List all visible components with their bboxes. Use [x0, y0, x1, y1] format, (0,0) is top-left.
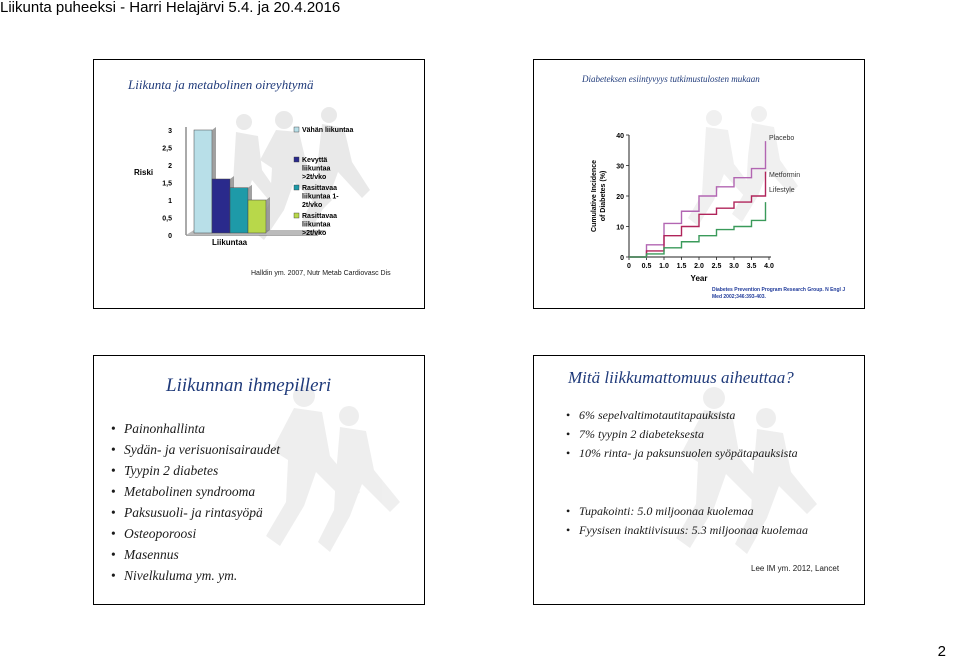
y-tick-label: 2 — [168, 163, 172, 170]
legend-label: Kevyttä liikuntaa >2t/vko — [302, 157, 331, 181]
page-number: 2 — [937, 643, 946, 660]
slide-title: Liikunnan ihmepilleri — [166, 375, 332, 396]
list-item: • Nivelkuluma ym. ym. — [111, 565, 280, 586]
line-chart — [534, 60, 864, 308]
y-tick-label: 3 — [168, 128, 172, 135]
series-label: Metformin — [769, 172, 801, 179]
legend-label: Vähän liikuntaa — [302, 127, 354, 134]
bar — [212, 179, 230, 233]
list-item: • Tyypin 2 diabetes — [111, 460, 280, 481]
slide-diabetes-incidence — [533, 59, 865, 309]
legend-label: Rasittavaa liikuntaa >2t/vko — [302, 213, 338, 237]
legend-swatch — [294, 213, 299, 218]
y-tick-label: 1,5 — [162, 180, 172, 188]
x-tick-label: 3.0 — [729, 263, 739, 270]
x-tick-label: 3.5 — [746, 263, 757, 270]
list-item: • Painonhallinta — [111, 418, 280, 439]
x-tick-label: 2.0 — [694, 263, 704, 270]
legend-label: Rasittavaa liikuntaa 1-2t/vko — [302, 185, 339, 209]
y-tick-label: 0 — [620, 255, 624, 262]
list-item: • Paksusuoli- ja rintasyöpä — [111, 502, 280, 523]
x-tick-label: 1.5 — [676, 263, 687, 270]
list-item: • Osteoporoosi — [111, 523, 280, 544]
y-axis-label: Cumulative Incidence of Diabetes (%) — [591, 160, 607, 232]
legend-swatch — [294, 127, 299, 132]
list-item: • Metabolinen syndrooma — [111, 481, 280, 502]
series-label: Placebo — [769, 135, 795, 142]
bar — [230, 188, 248, 233]
list-item: • Fyysisen inaktiivisuus: 5.3 miljoonaa kuolemaa — [566, 523, 836, 538]
y-tick-label: 0,5 — [162, 215, 172, 223]
x-tick-label: 0 — [627, 263, 631, 270]
mortality-list — [566, 504, 836, 542]
list-item: • 10% rinta- ja paksunsuolen syöpätapauksista — [566, 446, 836, 461]
y-tick-label: 20 — [616, 194, 624, 201]
y-tick-label: 30 — [616, 163, 624, 171]
slide-title: Diabeteksen esiintyvyys tutkimustulosten mukaan — [582, 74, 760, 84]
bar-side — [266, 197, 270, 233]
x-tick-label: 4.0 — [764, 263, 774, 270]
x-axis-label: Liikuntaa — [212, 238, 248, 247]
x-tick-label: 2.5 — [711, 263, 722, 270]
bar — [194, 130, 212, 233]
y-tick-label: 10 — [616, 224, 624, 232]
x-axis-label: Year — [690, 274, 708, 283]
slide-inactivity-effects — [533, 355, 865, 605]
list-item: • 6% sepelvaltimotautitapauksista — [566, 408, 836, 423]
slide-metabolic-syndrome — [93, 59, 425, 309]
y-tick-label: 40 — [616, 133, 624, 140]
runner-silhouette-image — [688, 106, 801, 226]
x-tick-label: 1.0 — [659, 263, 669, 270]
series-label: Lifestyle — [769, 187, 795, 194]
y-axis-label: Riski — [134, 168, 154, 177]
y-tick-label: 0 — [168, 233, 172, 240]
list-item: • Sydän- ja verisuonisairaudet — [111, 439, 280, 460]
list-item: • Masennus — [111, 544, 280, 565]
slide-title: Liikunta ja metabolinen oireyhtymä — [128, 77, 314, 92]
inactivity-list — [566, 408, 836, 465]
slide-title: Mitä liikkumattomuus aiheuttaa? — [568, 368, 794, 387]
slide-citation: Halldin ym. 2007, Nutr Metab Cardiovasc Dis — [251, 270, 391, 277]
list-item: • Tupakointi: 5.0 miljoonaa kuolemaa — [566, 504, 836, 519]
legend-swatch — [294, 157, 299, 162]
slide-citation: Lee IM ym. 2012, Lancet — [751, 564, 840, 573]
bar — [248, 200, 266, 233]
slide-exercise-miracle-pill — [93, 355, 425, 605]
x-tick-label: 0.5 — [641, 263, 652, 270]
legend-swatch — [294, 185, 299, 190]
benefits-list — [111, 418, 280, 586]
y-tick-label: 2,5 — [162, 145, 172, 153]
list-item: • 7% tyypin 2 diabeteksesta — [566, 427, 836, 442]
y-tick-label: 1 — [168, 198, 172, 205]
page-header-title: Liikunta puheeksi - Harri Helajärvi 5.4. ja 20.4.2016 — [0, 0, 341, 16]
slide-citation: Diabetes Prevention Program Research Group. N Engl J Med 2002;346:393-403. — [712, 287, 846, 300]
